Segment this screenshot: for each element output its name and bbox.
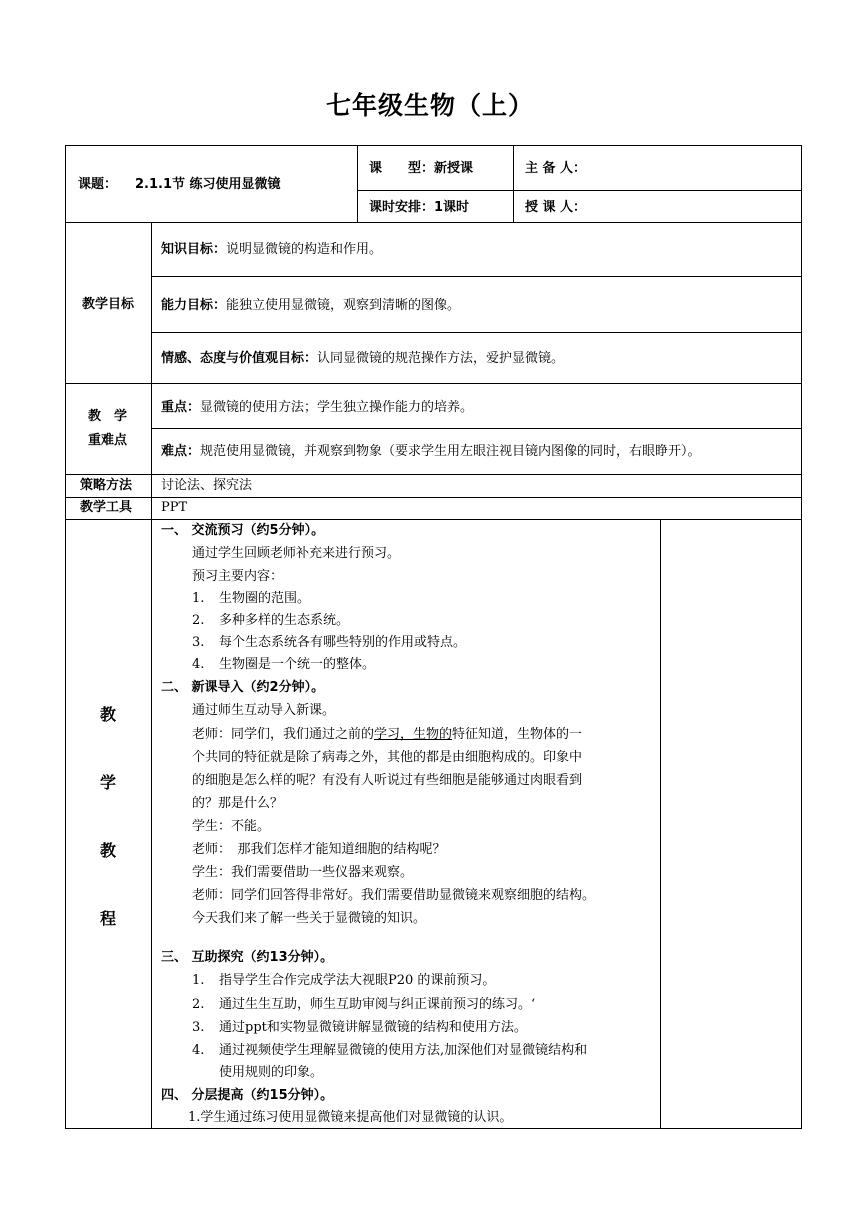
emotion-goal-text: 认同显微镜的规范操作方法，爱护显微镜。 [317,351,565,366]
section-1-intro: 通过学生回顾老师补充来进行预习。 [192,546,401,561]
section-1-title: 一、 交流预习（约5分钟）。 [161,523,325,538]
section-4-line: 1.学生通过练习使用显微镜来提高他们对显微镜的认识。 [188,1110,513,1125]
process-label-char: 教 [100,705,117,724]
topic-label: 课题： [78,177,118,192]
emotion-goal [161,348,564,370]
key-points-label-line1: 教 学 [88,409,128,424]
dialogue-line: 的细胞是怎么样的呢？有没有人听说过有些细胞是能够通过肉眼看到 [192,773,583,788]
difficult-point-text: 规范使用显微镜，并观察到物象（要求学生用左眼注视目镜内图像的同时，右眼睁开）。 [200,444,701,459]
difficult-point [161,441,701,463]
difficult-point-label: 难点： [161,444,201,459]
col-divider [357,145,358,222]
ability-goal [161,295,460,317]
ability-goal-text: 能独立使用显微镜，观察到清晰的图像。 [226,298,461,313]
row-divider [151,428,802,429]
dialogue-line: 的？那是什么？ [192,796,284,811]
list-item: 3. 每个生态系统各有哪些特别的作用或特点。 [192,635,467,650]
section-3-title: 三、 互助探究（约13分钟）。 [161,950,334,965]
section-2-title: 二、 新课导入（约2分钟）。 [161,680,325,695]
ability-goal-label: 能力目标： [161,298,227,313]
key-point [161,397,473,419]
key-point-label: 重点： [161,400,201,415]
section-1-sub: 预习主要内容： [192,569,284,584]
section-4-title: 四、 分层提高（约15分钟）。 [161,1088,334,1103]
list-item-continuation: 使用规则的印象。 [219,1065,324,1080]
list-item: 1. 指导学生合作完成学法大视眼P20 的课前预习。 [192,973,496,988]
col-divider [513,145,514,222]
row-divider [65,383,802,384]
dialogue-line: 老师：同学们回答得非常好。我们需要借助显微镜来观察细胞的结构。 [192,888,596,903]
dialogue-line: 学生：我们需要借助一些仪器来观察。 [192,865,414,880]
row-divider [151,332,802,333]
section-2-intro: 通过师生互动导入新课。 [192,703,336,718]
tools-value: PPT [161,500,188,515]
dialogue-line: 学生：不能。 [192,819,271,834]
list-item: 4. 通过视频使学生理解显微镜的使用方法,加深他们对显微镜结构和 [192,1043,588,1058]
col-divider [151,222,152,1129]
emotion-goal-label: 情感、态度与价值观目标： [161,351,318,366]
process-label-char: 程 [100,909,117,928]
list-item: 4. 生物圈是一个统一的整体。 [192,657,376,672]
knowledge-goal-label: 知识目标： [161,242,227,257]
list-item: 2. 多种多样的生态系统。 [192,613,350,628]
key-point-text: 显微镜的使用方法；学生独立操作能力的培养。 [200,400,474,415]
row-divider [151,276,802,277]
key-points-label-line2: 重难点 [88,433,128,448]
process-label-char: 教 [100,841,117,860]
dialogue-line: 老师：同学们，我们通过之前的学习，生物的特征知道，生物体的一 [192,727,583,742]
lead-prep-label: 主 备 人： [525,161,587,176]
underlined-text: 学习，生物的 [374,727,453,742]
strategy-value: 讨论法、探究法 [161,478,253,493]
type-label: 课 型： [369,161,435,176]
list-item: 1. 生物圈的范围。 [192,591,311,606]
dialogue-line: 今天我们来了解一些关于显微镜的知识。 [192,911,427,926]
document-title: 七年级生物（上） [325,91,534,120]
type-value: 新授课 [434,161,474,176]
dialogue-line: 个共同的特征就是除了病毒之外，其他的都是由细胞构成的。印象中 [192,750,583,765]
schedule-label: 课时安排： [369,200,435,215]
dialogue-line: 老师： 那我们怎样才能知道细胞的结构呢？ [192,842,446,857]
knowledge-goal-text: 说明显微镜的构造和作用。 [226,242,383,257]
list-item: 2. 通过生生互助，师生互助审阅与纠正课前预习的练习。‘ [192,997,536,1012]
goals-label: 教学目标 [81,297,134,312]
schedule-row [369,197,469,219]
type-row [369,158,473,180]
process-label-char: 学 [100,773,117,792]
lecturer-label: 授 课 人： [525,200,587,215]
tools-label: 教学工具 [80,500,133,515]
strategy-label: 策略方法 [80,478,133,493]
row-divider [65,222,802,223]
knowledge-goal [161,239,382,261]
schedule-value: 1课时 [434,200,470,215]
topic-value: 2.1.1节 练习使用显微镜 [135,177,281,192]
list-item: 3. 通过ppt和实物显微镜讲解显微镜的结构和使用方法。 [192,1020,527,1035]
col-divider [660,519,661,1129]
topic-row [78,174,281,196]
row-divider [357,190,802,191]
